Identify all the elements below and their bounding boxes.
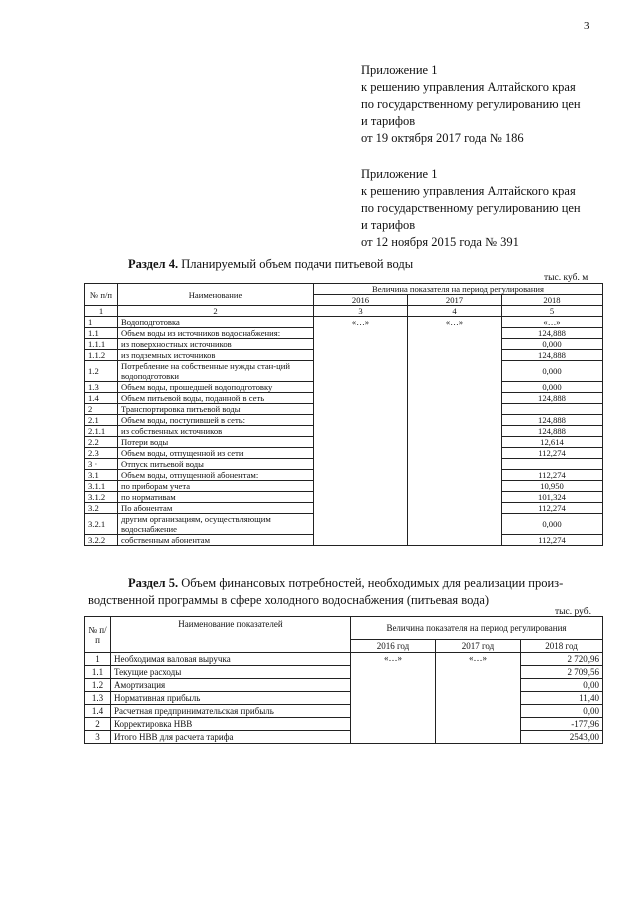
row-num: 3.2.2 (85, 535, 118, 546)
value-2018: 124,888 (502, 350, 603, 361)
header-year: 2018 год (521, 640, 603, 653)
row-name: Амортизация (111, 679, 351, 692)
row-name: Отпуск питьевой воды (118, 459, 314, 470)
header-year: 2016 (314, 295, 408, 306)
row-num: 2.3 (85, 448, 118, 459)
header-name: Наименование показателей (111, 617, 351, 653)
table-row (85, 679, 603, 692)
row-name: Объем воды, отпущенной абонентам: (118, 470, 314, 481)
appendix-line: от 12 ноября 2015 года № 391 (361, 235, 519, 249)
appendix-line: от 19 октября 2017 года № 186 (361, 131, 524, 145)
header-name: Наименование (118, 284, 314, 306)
appendix-line: Приложение 1 (361, 167, 438, 181)
row-num: 1.2 (85, 361, 118, 382)
section5-title-line: водственной программы в сфере холодного водоснабжения (питьевая вода) (88, 593, 490, 607)
value-2018: 124,888 (502, 393, 603, 404)
value-2018 (502, 459, 603, 470)
row-name: Расчетная предпринимательская прибыль (111, 705, 351, 718)
row-num: 1.1.1 (85, 339, 118, 350)
section4-units: тыс. куб. м (544, 273, 589, 283)
page-number: 3 (584, 20, 590, 32)
appendix-line: Приложение 1 (361, 63, 438, 77)
placeholder-2016: «…» (314, 317, 408, 546)
header-period: Величина показателя на период регулирования (314, 284, 603, 295)
row-name: Текущие расходы (111, 666, 351, 679)
row-num: 3 · (85, 459, 118, 470)
row-num: 3 (85, 731, 111, 744)
header-num: № п/п (85, 284, 118, 306)
row-name: По абонентам (118, 503, 314, 514)
row-num: 1 (85, 317, 118, 328)
row-name: по приборам учета (118, 481, 314, 492)
header-index: 5 (502, 306, 603, 317)
row-name: Корректировка НВВ (111, 718, 351, 731)
section5-title-line: Объем финансовых потребностей, необходимых для реализации произ- (181, 576, 564, 590)
value-2018: 0,00 (521, 705, 603, 718)
table-row (85, 653, 603, 666)
row-name: Потери воды (118, 437, 314, 448)
appendix-block-original (361, 166, 581, 251)
row-num: 3.1.2 (85, 492, 118, 503)
row-name: Нормативная прибыль (111, 692, 351, 705)
row-num: 1.1.2 (85, 350, 118, 361)
row-num: 2 (85, 404, 118, 415)
row-name: Объем воды, поступившей в сеть: (118, 415, 314, 426)
row-name: по нормативам (118, 492, 314, 503)
row-num: 3.1.1 (85, 481, 118, 492)
value-2018: 101,324 (502, 492, 603, 503)
table-row (85, 317, 603, 328)
header-index: 3 (314, 306, 408, 317)
row-name: Транспортировка питьевой воды (118, 404, 314, 415)
section5-label: Раздел 5. (128, 576, 179, 590)
table-row (85, 705, 603, 718)
financial-needs-table (84, 616, 603, 744)
value-2018: 2543,00 (521, 731, 603, 744)
appendix-line: к решению управления Алтайского края (361, 184, 576, 198)
row-num: 1.4 (85, 705, 111, 718)
table-row (85, 731, 603, 744)
water-volume-table (84, 283, 603, 546)
row-num: 2.1 (85, 415, 118, 426)
value-2018: 0,000 (502, 514, 603, 535)
value-2018: 124,888 (502, 426, 603, 437)
value-2018: 0,000 (502, 339, 603, 350)
value-2018: 0,000 (502, 361, 603, 382)
row-num: 2.2 (85, 437, 118, 448)
header-year: 2017 год (436, 640, 521, 653)
row-name: другим организациям, осуществляющим водоснабжение (118, 514, 314, 535)
appendix-line: по государственному регулированию цен (361, 97, 581, 111)
header-year: 2018 (502, 295, 603, 306)
appendix-line: по государственному регулированию цен (361, 201, 581, 215)
row-name: Потребление на собственные нужды стан-ций водоподготовки (118, 361, 314, 382)
row-num: 3.2.1 (85, 514, 118, 535)
appendix-line: и тарифов (361, 218, 416, 232)
header-period: Величина показателя на период регулирования (351, 617, 603, 640)
row-name: Объем воды, прошедшей водоподготовку (118, 382, 314, 393)
row-num: 2 (85, 718, 111, 731)
section4-title-text: Планируемый объем подачи питьевой воды (181, 257, 414, 271)
section4-label: Раздел 4. (128, 257, 179, 271)
row-num: 1.1 (85, 666, 111, 679)
header-num: № п/п (85, 617, 111, 653)
header-index: 2 (118, 306, 314, 317)
table-row (85, 666, 603, 679)
value-2018: 12,614 (502, 437, 603, 448)
row-num: 1.3 (85, 692, 111, 705)
table-row (85, 718, 603, 731)
value-2018: 2 720,96 (521, 653, 603, 666)
row-num: 1.4 (85, 393, 118, 404)
row-num: 3.2 (85, 503, 118, 514)
row-name: Водоподготовка (118, 317, 314, 328)
appendix-line: и тарифов (361, 114, 416, 128)
row-name: Необходимая валовая выручка (111, 653, 351, 666)
row-num: 2.1.1 (85, 426, 118, 437)
row-num: 3.1 (85, 470, 118, 481)
value-2018: 0,00 (521, 679, 603, 692)
appendix-block-current (361, 62, 581, 147)
section5-units: тыс. руб. (555, 607, 591, 617)
section4-title (128, 257, 413, 272)
value-2018: 10,950 (502, 481, 603, 492)
value-2018: 2 709,56 (521, 666, 603, 679)
value-2018 (502, 404, 603, 415)
row-num: 1.2 (85, 679, 111, 692)
value-2018: 112,274 (502, 503, 603, 514)
row-name: из собственных источников (118, 426, 314, 437)
header-year: 2017 (408, 295, 502, 306)
value-2018: 0,000 (502, 382, 603, 393)
row-name: Объем воды из источников водоснабжения: (118, 328, 314, 339)
row-name: из подземных источников (118, 350, 314, 361)
row-name: Итого НВВ для расчета тарифа (111, 731, 351, 744)
placeholder-2017: «…» (408, 317, 502, 546)
row-name: Объем питьевой воды, поданной в сеть (118, 393, 314, 404)
value-2018: -177,96 (521, 718, 603, 731)
value-2018: 124,888 (502, 328, 603, 339)
placeholder-2016: «…» (351, 653, 436, 744)
row-name: Объем воды, отпущенной из сети (118, 448, 314, 459)
value-2018: «…» (502, 317, 603, 328)
row-num: 1 (85, 653, 111, 666)
value-2018: 124,888 (502, 415, 603, 426)
value-2018: 112,274 (502, 535, 603, 546)
row-num: 1.1 (85, 328, 118, 339)
row-name: из поверхностных источников (118, 339, 314, 350)
value-2018: 112,274 (502, 470, 603, 481)
appendix-line: к решению управления Алтайского края (361, 80, 576, 94)
table-row (85, 692, 603, 705)
row-name: собственным абонентам (118, 535, 314, 546)
header-year: 2016 год (351, 640, 436, 653)
placeholder-2017: «…» (436, 653, 521, 744)
row-num: 1.3 (85, 382, 118, 393)
value-2018: 112,274 (502, 448, 603, 459)
value-2018: 11,40 (521, 692, 603, 705)
header-index: 1 (85, 306, 118, 317)
header-index: 4 (408, 306, 502, 317)
section5-title (88, 575, 564, 609)
